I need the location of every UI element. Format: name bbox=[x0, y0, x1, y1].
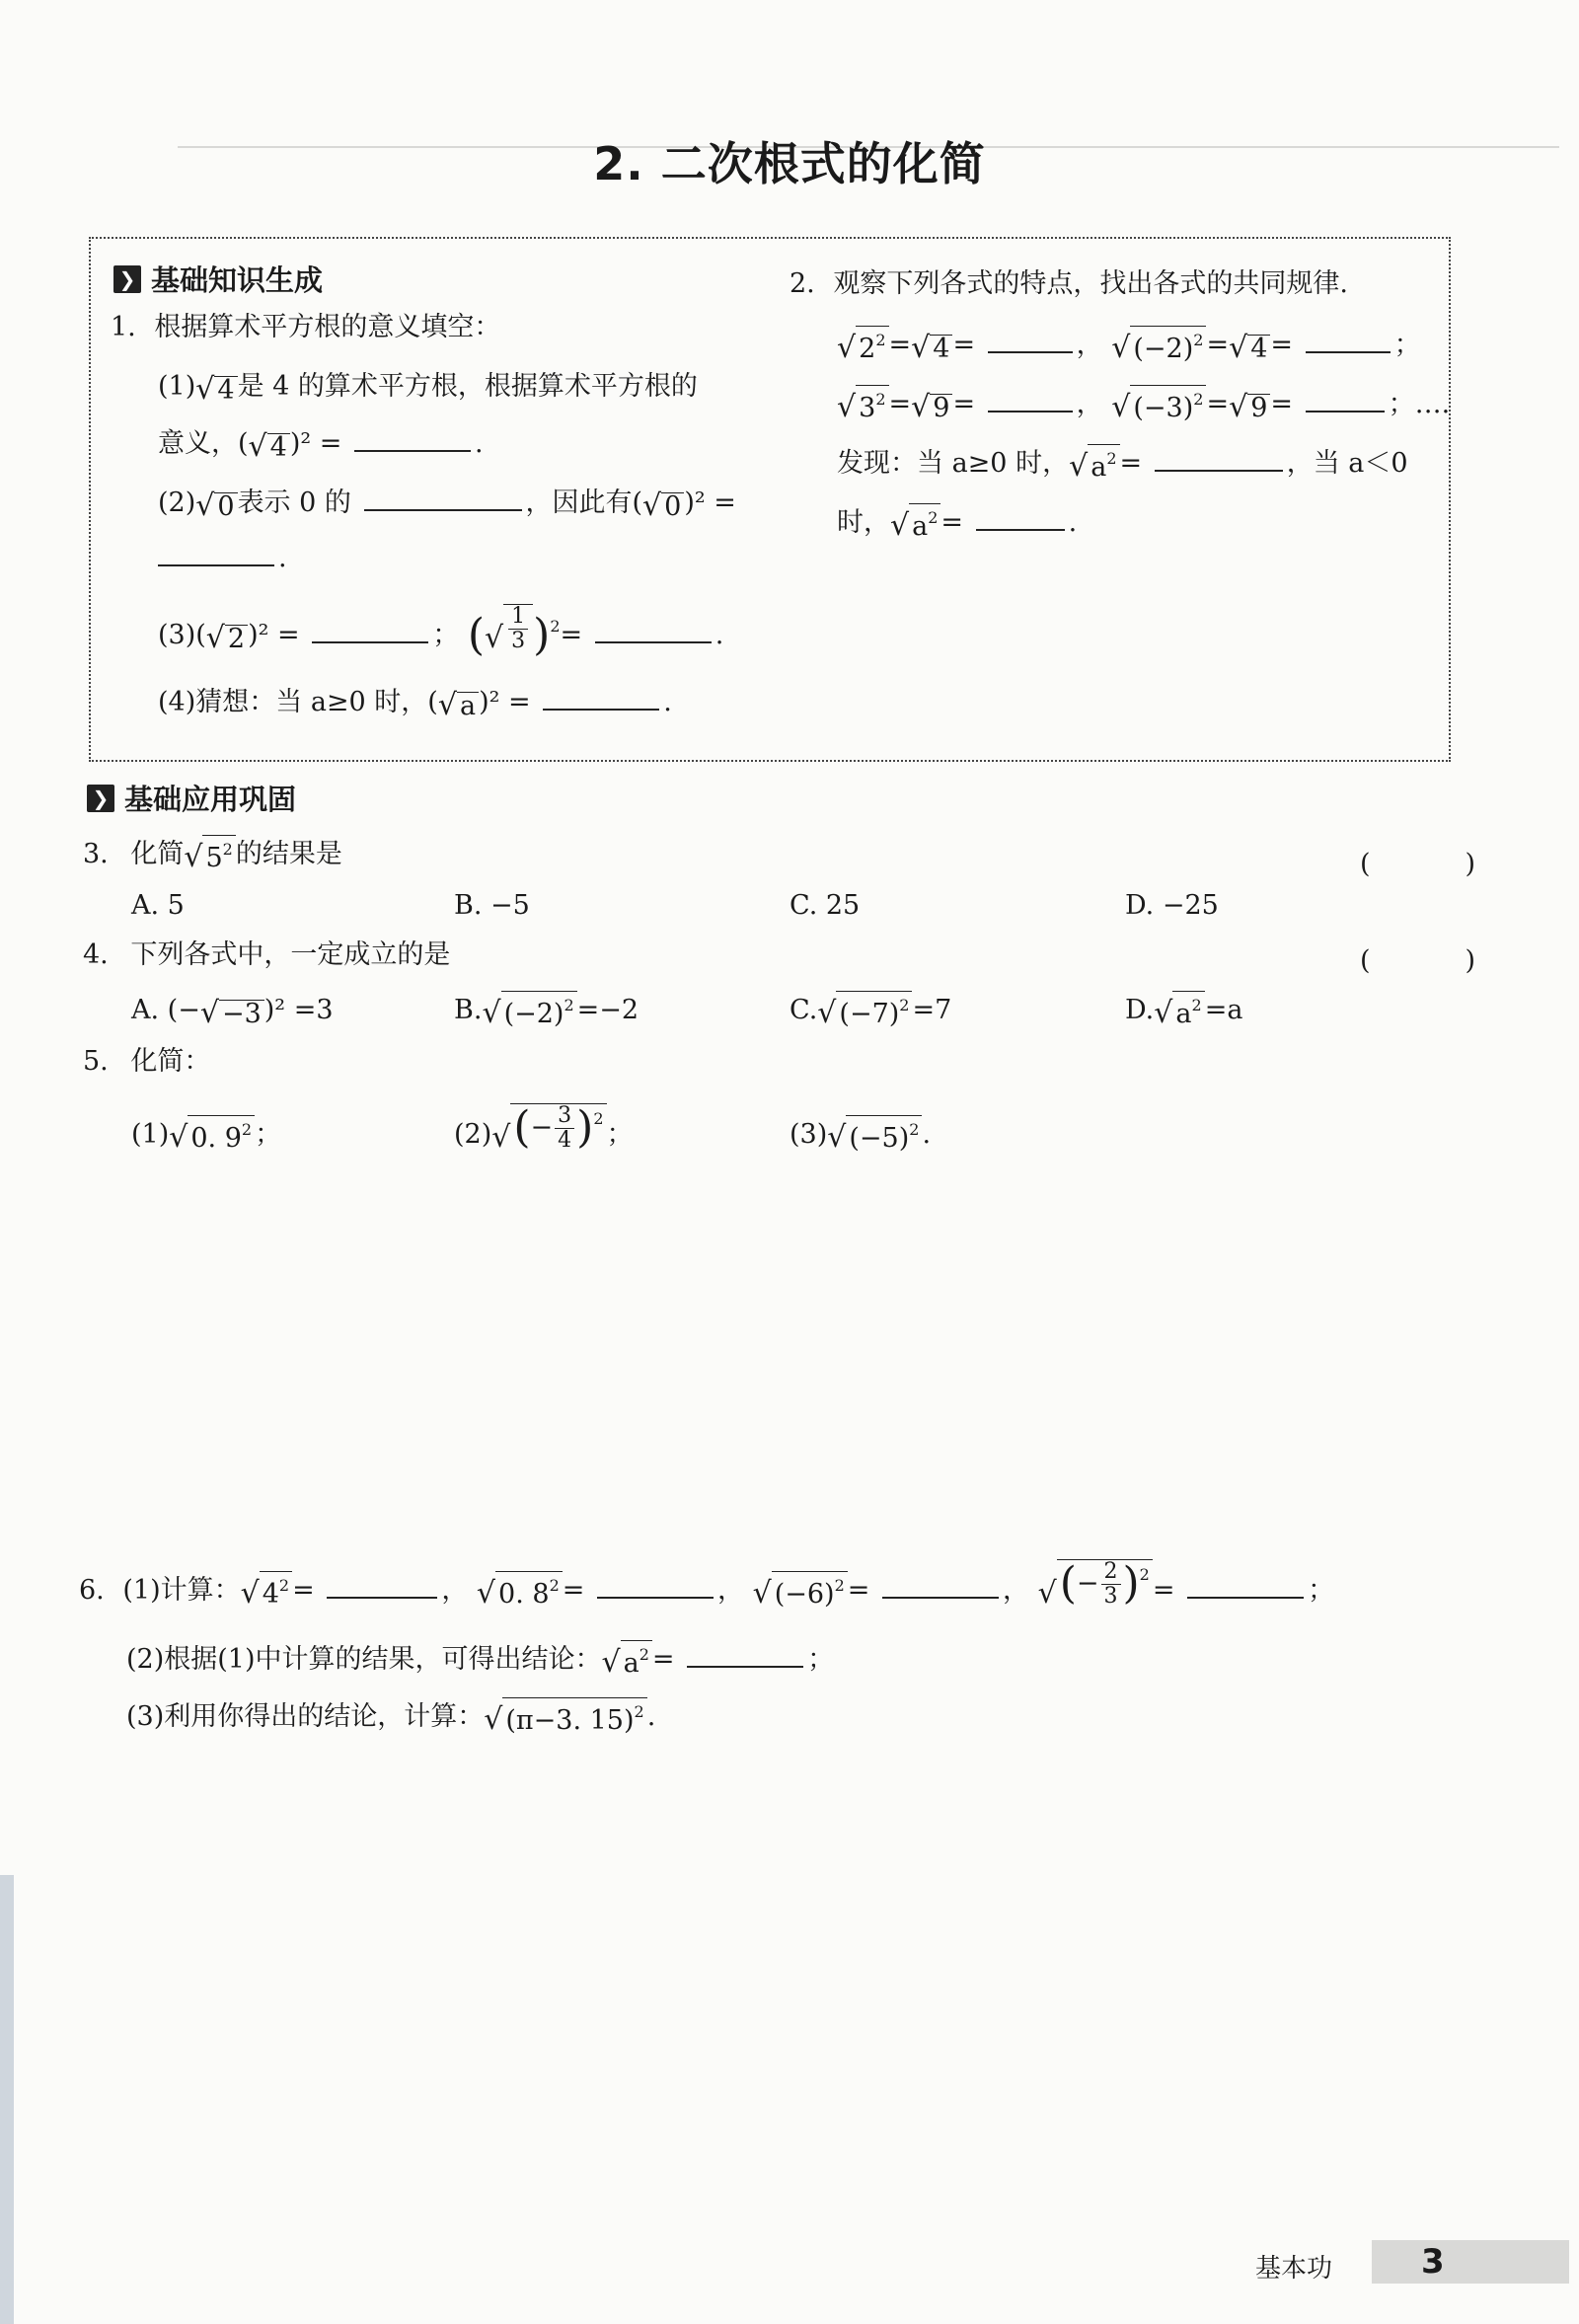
q2-finding-cont: 时， √ $a^2$ = . bbox=[837, 501, 1077, 543]
answer-blank[interactable] bbox=[312, 614, 428, 643]
q1-part4: (4)猜想：当 a≥0 时，( √ a )² = . bbox=[158, 681, 672, 722]
page-number-box bbox=[1372, 2240, 1569, 2284]
section-heading-text: 基础应用巩固 bbox=[124, 783, 297, 816]
q5-stem: 5. 化简： bbox=[83, 1046, 211, 1077]
answer-blank[interactable] bbox=[882, 1569, 999, 1599]
answer-blank[interactable] bbox=[543, 681, 659, 711]
q5-part1: (1) √ 0. $9^2$ ； bbox=[131, 1115, 281, 1155]
answer-blank[interactable] bbox=[364, 482, 522, 511]
q6-part2: (2)根据(1)中计算的结果，可得出结论： √ $a^2$ = ； bbox=[126, 1638, 834, 1680]
answer-blank[interactable] bbox=[597, 1569, 714, 1599]
arrow-right-icon: ❯ bbox=[113, 265, 141, 293]
q5-part3: (3) √ $(-5)^2$ . bbox=[790, 1115, 931, 1155]
q2-row1: √ $2^2$ = √ 4 = ， √ $(-2)^2$ = √ 4 = ； bbox=[837, 324, 1421, 365]
answer-blank[interactable] bbox=[1306, 324, 1391, 353]
section-heading-knowledge bbox=[113, 259, 323, 299]
q3-option-d[interactable]: D. −25 bbox=[1125, 890, 1219, 921]
q1-part2-cont: . bbox=[158, 537, 287, 578]
q2-stem: 2. 观察下列各式的特点，找出各式的共同规律. bbox=[790, 268, 1348, 299]
footer-label: 基本功 bbox=[1255, 2254, 1333, 2284]
q3-option-a[interactable]: A. 5 bbox=[131, 890, 185, 921]
arrow-right-icon: ❯ bbox=[87, 785, 114, 812]
q4-option-a[interactable]: A. (− √ −3 )² =3 bbox=[131, 995, 334, 1030]
answer-blank[interactable] bbox=[976, 501, 1065, 531]
q1-part2: (2) √ 0 表示 0 的 ，因此有( √ 0 )² = bbox=[158, 482, 736, 523]
answer-blank[interactable] bbox=[1306, 383, 1385, 412]
q4-option-b[interactable]: B. √ $(-2)^2$ =−2 bbox=[454, 991, 639, 1030]
answer-blank[interactable] bbox=[595, 614, 712, 643]
answer-blank[interactable] bbox=[327, 1569, 437, 1599]
q3-stem: 3. 化简 √ $5^2$ 的结果是 bbox=[83, 835, 342, 874]
q4-option-d[interactable]: D. √ $a^2$ =a bbox=[1125, 991, 1242, 1030]
q4-stem: 4. 下列各式中，一定成立的是 bbox=[83, 939, 451, 970]
section-heading-text: 基础知识生成 bbox=[151, 263, 324, 297]
page-title: 2. 二次根式的化简 bbox=[593, 137, 986, 190]
q6-part1: 6. (1)计算： √ $4^2$ = ， √ 0. $8^2$ = ， √ $(-6)^2$ = ， √ (− $\frac{2}{3}$ )$^2$ = ； bbox=[79, 1558, 1335, 1611]
answer-blank[interactable] bbox=[988, 324, 1073, 353]
q1-part3: (3)( √ 2 )² = ； ( √ $\frac{1}{3}$ )$^2$= . bbox=[158, 604, 724, 660]
q2-row2: √ $3^2$ = √ 9 = ， √ $(-3)^2$ = √ 9 = ；…. bbox=[837, 383, 1450, 424]
answer-blank[interactable] bbox=[687, 1638, 803, 1668]
q4-option-c[interactable]: C. √ $(-7)^2$ =7 bbox=[790, 991, 951, 1030]
q1-stem: 1. 根据算术平方根的意义填空： bbox=[111, 312, 501, 342]
q1-part1: (1) √ 4 是 4 的算术平方根，根据算术平方根的 bbox=[158, 371, 698, 407]
q5-part2: (2) √ (− $\frac{3}{4}$ )$^2$ ； bbox=[454, 1102, 634, 1155]
section-heading-application bbox=[87, 778, 296, 818]
q4-answer-paren[interactable]: ( ) bbox=[1360, 945, 1490, 976]
q3-answer-paren[interactable]: ( ) bbox=[1360, 849, 1490, 879]
answer-blank[interactable] bbox=[1155, 442, 1283, 472]
answer-blank[interactable] bbox=[354, 422, 471, 452]
page-edge-shadow bbox=[0, 1875, 14, 2324]
answer-blank[interactable] bbox=[1187, 1569, 1304, 1599]
q1-part1-cont: 意义，( √ 4 )² = . bbox=[158, 422, 484, 464]
q3-option-c[interactable]: C. 25 bbox=[790, 890, 861, 921]
answer-blank[interactable] bbox=[988, 383, 1073, 412]
q3-option-b[interactable]: B. −5 bbox=[454, 890, 530, 921]
q2-finding: 发现：当 a≥0 时， √ $a^2$ = ，当 a＜0 bbox=[837, 442, 1408, 484]
page-number: 3 bbox=[1421, 2242, 1445, 2282]
q6-part3: (3)利用你得出的结论，计算： √ (π−3. 15)$^2$ . bbox=[126, 1697, 655, 1737]
answer-blank[interactable] bbox=[158, 537, 274, 566]
